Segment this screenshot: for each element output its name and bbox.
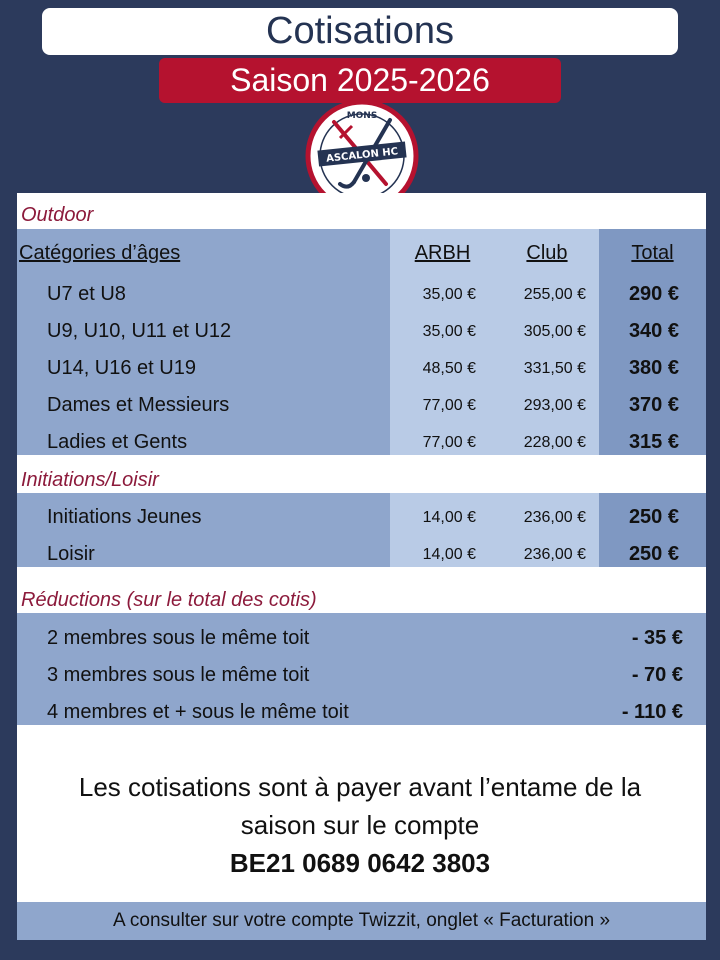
row-total: 250 €	[628, 543, 679, 565]
row-name: U7 et U8	[47, 283, 126, 305]
section-initiations: Initiations/Loisir	[21, 469, 159, 491]
row-club: 255,00 €	[523, 285, 586, 303]
row-total: 315 €	[628, 431, 679, 453]
payment-iban: BE21 0689 0642 3803	[229, 848, 491, 878]
row-arbh: 77,00 €	[422, 433, 476, 451]
reduction-name: 2 membres sous le même toit	[47, 627, 310, 649]
section-outdoor: Outdoor	[21, 204, 94, 226]
row-arbh: 14,00 €	[422, 508, 476, 526]
reduction-name: 3 membres sous le même toit	[47, 664, 310, 686]
row-total: 340 €	[628, 320, 679, 342]
row-arbh: 35,00 €	[422, 285, 476, 303]
row-name: U14, U16 et U19	[47, 357, 196, 379]
header-total: Total	[631, 242, 674, 264]
row-name: Initiations Jeunes	[47, 506, 202, 528]
header-category: Catégories d’âges	[19, 242, 181, 264]
row-arbh: 77,00 €	[422, 396, 476, 414]
payment-line-1: Les cotisations sont à payer avant l’entame de la	[78, 772, 642, 802]
row-name: Loisir	[47, 543, 95, 565]
reduction-value: - 110 €	[621, 701, 683, 723]
row-club: 305,00 €	[523, 322, 586, 340]
row-club: 331,50 €	[523, 359, 586, 377]
row-total: 290 €	[628, 283, 679, 305]
reduction-name: 4 membres et + sous le même toit	[47, 701, 349, 723]
logo-banner-text: ASCALON HC	[325, 146, 399, 165]
row-arbh: 14,00 €	[422, 545, 476, 563]
payment-line-2: saison sur le compte	[240, 810, 480, 840]
reduction-value: - 70 €	[631, 664, 683, 686]
row-arbh: 48,50 €	[422, 359, 476, 377]
page-title: Cotisations	[42, 8, 678, 55]
reduction-value: - 35 €	[631, 627, 683, 649]
row-name: Ladies et Gents	[47, 431, 188, 453]
section-reductions: Réductions (sur le total des cotis)	[21, 589, 317, 611]
season-banner: Saison 2025-2026	[159, 58, 561, 103]
fees-table	[17, 193, 706, 726]
twizzit-note: A consulter sur votre compte Twizzit, onglet « Facturation »	[17, 902, 706, 940]
row-club: 236,00 €	[523, 545, 586, 563]
row-arbh: 35,00 €	[422, 322, 476, 340]
row-club: 228,00 €	[523, 433, 586, 451]
row-total: 370 €	[628, 394, 679, 416]
row-club: 293,00 €	[523, 396, 586, 414]
row-name: Dames et Messieurs	[47, 394, 230, 416]
header-club: Club	[526, 242, 568, 264]
row-total: 250 €	[628, 506, 679, 528]
payment-text	[0, 768, 720, 882]
row-club: 236,00 €	[523, 508, 586, 526]
row-name: U9, U10, U11 et U12	[47, 320, 232, 342]
logo-top-text: MONS	[346, 111, 378, 121]
row-total: 380 €	[628, 357, 679, 379]
header-arbh: ARBH	[414, 242, 471, 264]
